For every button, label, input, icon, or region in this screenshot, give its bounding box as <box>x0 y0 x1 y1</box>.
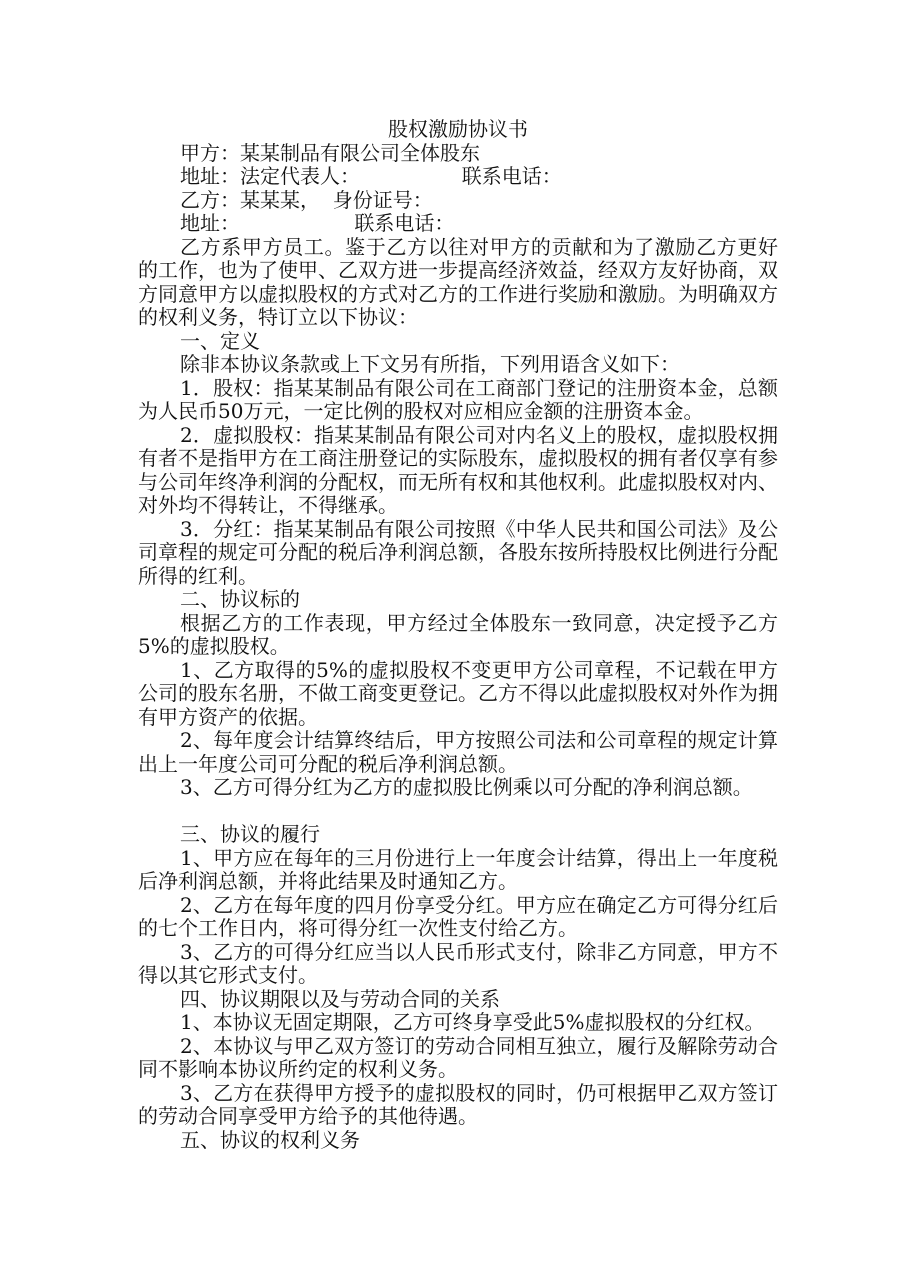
intro-paragraph: 乙方系甲方员工。鉴于乙方以往对甲方的贡献和为了激励乙方更好的工作，也为了使甲、乙双方进一步提高经济效益，经双方友好协商，双方同意甲方以虚拟股权的方式对乙方的工作进行奖励和激励。为明确双方的权利义务，特订立以下协议： <box>138 234 778 329</box>
section-3-title: 三、协议的履行 <box>180 822 320 846</box>
party-b-line: 乙方：某某某， 身份证号： <box>180 187 433 212</box>
section-4-item-2: 2、本协议与甲乙双方签订的劳动合同相互独立，履行及解除劳动合同不影响本协议所约定的权利义务。 <box>138 1033 778 1081</box>
party-b-address-line: 地址： 联系电话： <box>180 211 455 235</box>
section-2-intro: 根据乙方的工作表现，甲方经过全体股东一致同意，决定授予乙方5%的虚拟股权。 <box>138 610 778 658</box>
party-a-line: 甲方：某某制品有限公司全体股东 <box>180 140 480 165</box>
section-3-item-3: 3、乙方的可得分红应当以人民币形式支付，除非乙方同意，甲方不得以其它形式支付。 <box>138 939 778 987</box>
section-4-item-1: 1、本协议无固定期限，乙方可终身享受此5%虚拟股权的分红权。 <box>180 1010 765 1034</box>
section-1-item-3: 3．分红：指某某制品有限公司按照《中华人民共和国公司法》及公司章程的规定可分配的税后净利润总额，各股东按所持股权比例进行分配所得的红利。 <box>138 516 778 588</box>
section-3-item-2: 2、乙方在每年度的四月份享受分红。甲方应在确定乙方可得分红后的七个工作日内，将可得分红一次性支付给乙方。 <box>138 892 778 940</box>
section-4-item-3: 3、乙方在获得甲方授予的虚拟股权的同时，仍可根据甲乙双方签订的劳动合同享受甲方给予的其他待遇。 <box>138 1080 778 1128</box>
document-page <box>138 118 778 1152</box>
section-5-title: 五、协议的权利义务 <box>180 1127 360 1152</box>
section-3-item-1: 1、甲方应在每年的三月份进行上一年度会计结算，得出上一年度税后净利润总额，并将此结果及时通知乙方。 <box>138 845 778 893</box>
document-title: 股权激励协议书 <box>388 117 528 141</box>
section-2-item-2: 2、每年度会计结算终结后，甲方按照公司法和公司章程的规定计算出上一年度公司可分配的税后净利润总额。 <box>138 728 778 776</box>
section-4-title: 四、协议期限以及与劳动合同的关系 <box>180 986 500 1011</box>
section-1-intro: 除非本协议条款或上下文另有所指，下列用语含义如下： <box>180 352 680 376</box>
party-a-address-line: 地址：法定代表人： 联系电话： <box>180 164 562 188</box>
section-2-item-1: 1、乙方取得的5%的虚拟股权不变更甲方公司章程，不记载在甲方公司的股东名册，不做工商变更登记。乙方不得以此虚拟股权对外作为拥有甲方资产的依据。 <box>138 657 778 729</box>
section-1-title: 一、定义 <box>180 328 260 353</box>
section-2-title: 二、协议标的 <box>180 587 300 611</box>
section-2-item-3: 3、乙方可得分红为乙方的虚拟股比例乘以可分配的净利润总额。 <box>180 775 753 799</box>
section-1-item-2: 2．虚拟股权：指某某制品有限公司对内名义上的股权，虚拟股权拥有者不是指甲方在工商注册登记的实际股东，虚拟股权的拥有者仅享有参与公司年终净利润的分配权，而无所有权和其他权利。此虚拟股权对内、对外均不得转让，不得继承。 <box>138 422 778 517</box>
blank-line <box>138 800 778 824</box>
section-1-item-1: 1．股权：指某某制品有限公司在工商部门登记的注册资本金，总额为人民币50万元，一定比例的股权对应相应金额的注册资本金。 <box>138 375 778 423</box>
